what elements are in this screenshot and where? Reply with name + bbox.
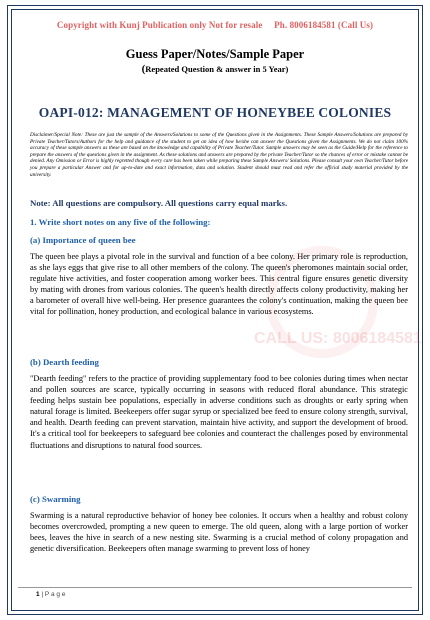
- footer-divider: [18, 587, 412, 588]
- copyright-banner: Copyright with Kunj Publication only Not for resale Ph. 8006184581 (Call Us): [56, 20, 374, 30]
- section-body-queen-bee: The queen bee plays a pivotal role in the survival and function of a bee colony. Her primary role is reproduction, as she lays eggs that give rise to all other members of the colony. The queen's pheromones maintain social order, regulate hive activities, and foster cooperation among worker bees. This central figure ensures genetic diversity by mating with drones from various colonies. The queen's health directly affects colony productivity, making her a barometer of overall hive well-being. Her presence guarantees the colony's continuation, making the queen bee vital for pollination, honey production, and ecological balance in various ecosystems.: [30, 252, 408, 317]
- question-heading: 1. Write short notes on any five of the following:: [30, 217, 211, 227]
- page-label: | P a g e: [41, 591, 66, 598]
- guess-paper-subtitle: [8, 63, 422, 75]
- subtitle-paren: (: [141, 63, 146, 75]
- section-body-swarming: Swarming is a natural reproductive behavior of honey bee colonies. It occurs when a healthy and robust colony becomes overcrowded, prompting a new queen to emerge. The old queen, along with a large portion of worker bees, leaves the hive in search of a new nesting site. Swarming is a crucial method of colony propagation and genetic diversification. Beekeepers often manage swarming to prevent loss of honey: [30, 511, 408, 554]
- guess-paper-title: Guess Paper/Notes/Sample Paper: [125, 47, 305, 61]
- section-heading-queen-bee: (a) Importance of queen bee: [30, 235, 136, 245]
- disclaimer-text: Disclaimer/Special Note: These are just the sample of the Answers/Solutions to some of the Questions given in the Assignments. These Sample Answers/Solutions are prepared by Private Teacher/Tutors/Authors for the help and guidance of the student to get an idea of how he/she can answer the Questions given the Assignments. We do not claim 100% accuracy of these sample answers as these are based on the knowledge and capability of Private Teacher/Tutor. Sample answers may be seen as the Guide/Help for the reference to prepare the answers of the questions given in the assignment. As these solutions and answers are prepared by the private Teacher/Tutor so the chances of error or mistake cannot be denied. Any Omission or Error is highly regretted though every care has been taken while preparing these Sample Answers/ Solutions. Please consult your own Teacher/Tutor before you prepare a particular Answer and for up-to-date and exact information, data and solution. Student should must read and refer the official study material provided by the university.: [30, 132, 408, 178]
- section-body-dearth-feeding: "Dearth feeding" refers to the practice of providing supplementary food to bee colonies during times when nectar and pollen sources are scarce, typically occurring in seasons with reduced floral abundance. This strategic feeding helps sustain bee populations, especially in adverse conditions such as droughts or early spring when natural forage is limited. Beekeepers offer sugar syrup or specialized bee feed to ensure colony strength, survival, and health. Dearth feeding can prevent starvation, maintain hive activity, and support the development of brood. It's a critical tool for beekeepers to safeguard bee colonies and counteract the challenges posed by environmental fluctuations and disruptions to natural food sources.: [30, 374, 408, 450]
- document-page: [7, 5, 423, 615]
- page-number: 1: [36, 591, 40, 598]
- subtitle-text: Repeated Question & answer in 5 Year): [145, 64, 289, 74]
- course-title: OAPI-012: MANAGEMENT OF HONEYBEE COLONIES: [38, 105, 392, 120]
- section-heading-swarming: (c) Swarming: [30, 494, 81, 504]
- instructions-note: Note: All questions are compulsory. All questions carry equal marks.: [30, 198, 288, 208]
- page-footer: [36, 591, 65, 598]
- section-heading-dearth-feeding: (b) Dearth feeding: [30, 357, 99, 367]
- watermark-phone: CALL US: 8006184581: [254, 330, 422, 347]
